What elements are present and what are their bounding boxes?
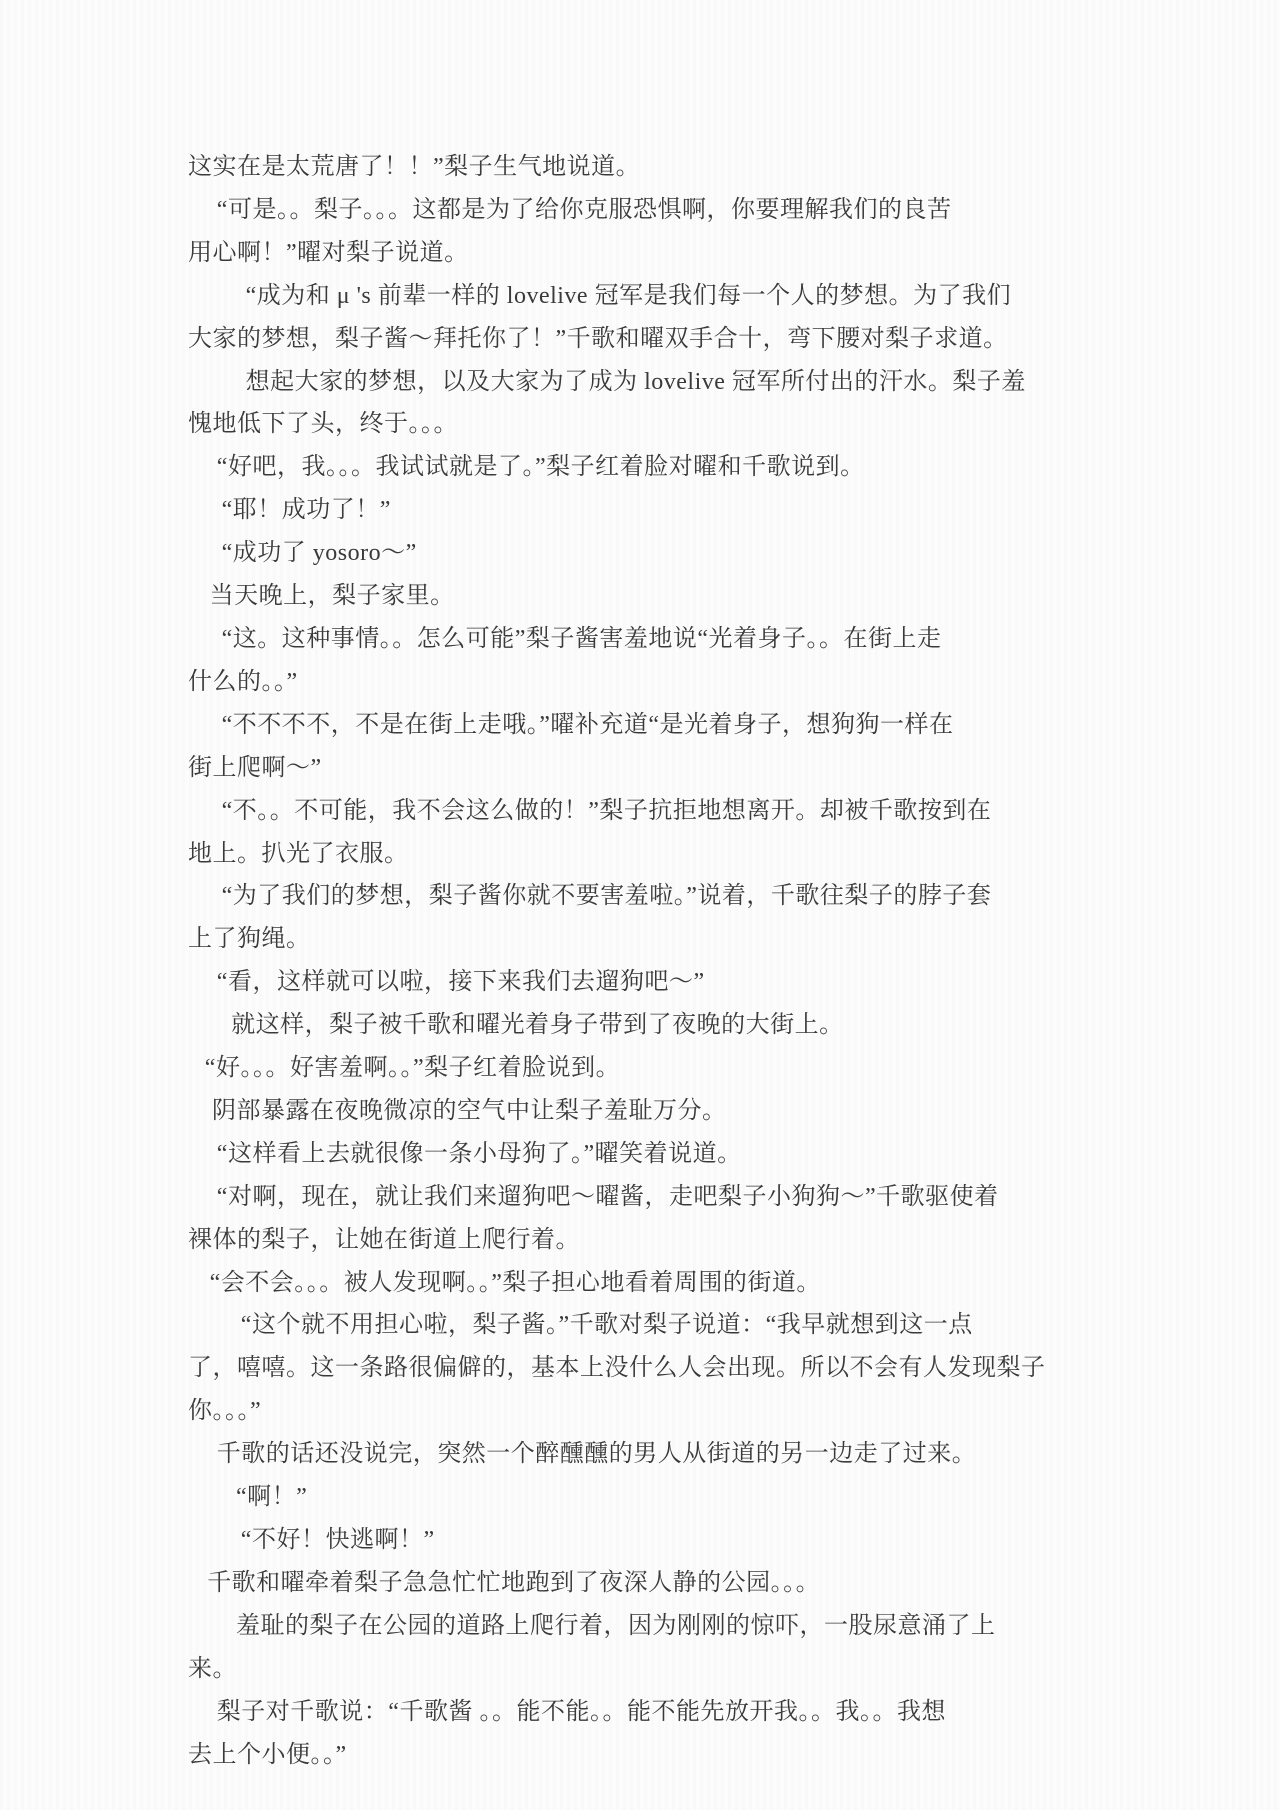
text-line: 来。 xyxy=(188,1655,237,1682)
text-line: “不不不不，不是在街上走哦。”曜补充道“是光着身子，想狗狗一样在 xyxy=(221,711,954,738)
text-line: 街上爬啊～” xyxy=(188,754,322,781)
text-line: “好吧，我。。。我试试就是了。”梨子红着脸对曜和千歌说到。 xyxy=(216,454,865,481)
text-line: 愧地低下了头，终于。。。 xyxy=(188,411,458,438)
text-line: “好。。。好害羞啊。。”梨子红着脸说到。 xyxy=(204,1055,621,1082)
text-line: 用心啊！”曜对梨子说道。 xyxy=(188,239,469,266)
text-line: 想起大家的梦想，以及大家为了成为 lovelive 冠军所付出的汗水。梨子羞 xyxy=(245,368,1026,395)
text-line: “成功了 yosoro～” xyxy=(221,540,417,567)
text-line: 千歌的话还没说完，突然一个醉醺醺的男人从街道的另一边走了过来。 xyxy=(216,1441,977,1468)
text-line: “会不会。。。被人发现啊。。”梨子担心地看着周围的街道。 xyxy=(209,1269,821,1296)
text-line: “这个就不用担心啦，梨子酱。”千歌对梨子说道：“我早就想到这一点 xyxy=(240,1312,973,1339)
text-line: “不。。不可能，我不会这么做的！”梨子抗拒地想离开。却被千歌按到在 xyxy=(221,797,992,824)
text-line: “成为和 μ 's 前辈一样的 lovelive 冠军是我们每一个人的梦想。为了我们 xyxy=(245,282,1012,309)
text-line: 羞耻的梨子在公园的道路上爬行着，因为刚刚的惊吓，一股尿意涌了上 xyxy=(236,1612,996,1639)
text-line: 上了狗绳。 xyxy=(188,926,311,953)
text-line: 梨子对千歌说：“千歌酱 。。能不能。。能不能先放开我。。我。。我想 xyxy=(216,1698,946,1725)
text-line: 了，嘻嘻。这一条路很偏僻的，基本上没什么人会出现。所以不会有人发现梨子 xyxy=(188,1355,1046,1382)
text-line: 阴部暴露在夜晚微凉的空气中让梨子羞耻万分。 xyxy=(212,1097,727,1124)
text-line: “看，这样就可以啦，接下来我们去遛狗吧～” xyxy=(216,969,705,996)
text-line: “为了我们的梦想，梨子酱你就不要害羞啦。”说着，千歌往梨子的脖子套 xyxy=(221,883,992,910)
text-line: 就这样，梨子被千歌和曜光着身子带到了夜晚的大街上。 xyxy=(231,1012,844,1039)
text-line: 什么的。。” xyxy=(188,668,298,695)
text-line: “啊！” xyxy=(236,1484,308,1511)
text-line: 你。。。” xyxy=(188,1398,262,1425)
text-line: 裸体的梨子，让她在街道上爬行着。 xyxy=(188,1226,580,1253)
text-line: “这样看上去就很像一条小母狗了。”曜笑着说道。 xyxy=(216,1140,742,1167)
text-line: 这实在是太荒唐了！！”梨子生气地说道。 xyxy=(188,154,641,180)
text-line: 大家的梦想，梨子酱～拜托你了！”千歌和曜双手合十，弯下腰对梨子求道。 xyxy=(188,325,1008,352)
text-line: 去上个小便。。” xyxy=(188,1741,347,1768)
text-line: 千歌和曜牵着梨子急急忙忙地跑到了夜深人静的公园。。。 xyxy=(207,1569,821,1596)
document-text-block xyxy=(188,146,1046,1776)
text-line: “不好！快逃啊！” xyxy=(240,1527,435,1553)
text-line: “耶！成功了！” xyxy=(221,497,391,524)
text-line: “可是。。梨子。。。这都是为了给你克服恐惧啊，你要理解我们的良苦 xyxy=(216,196,952,223)
text-line: 当天晚上，梨子家里。 xyxy=(209,583,455,610)
text-line: “对啊，现在，就让我们来遛狗吧～曜酱，走吧梨子小狗狗～”千歌驱使着 xyxy=(216,1183,999,1210)
text-line: “这。这种事情。。怎么可能”梨子酱害羞地说“光着身子。。在街上走 xyxy=(221,625,942,652)
text-line: 地上。扒光了衣服。 xyxy=(188,840,409,867)
